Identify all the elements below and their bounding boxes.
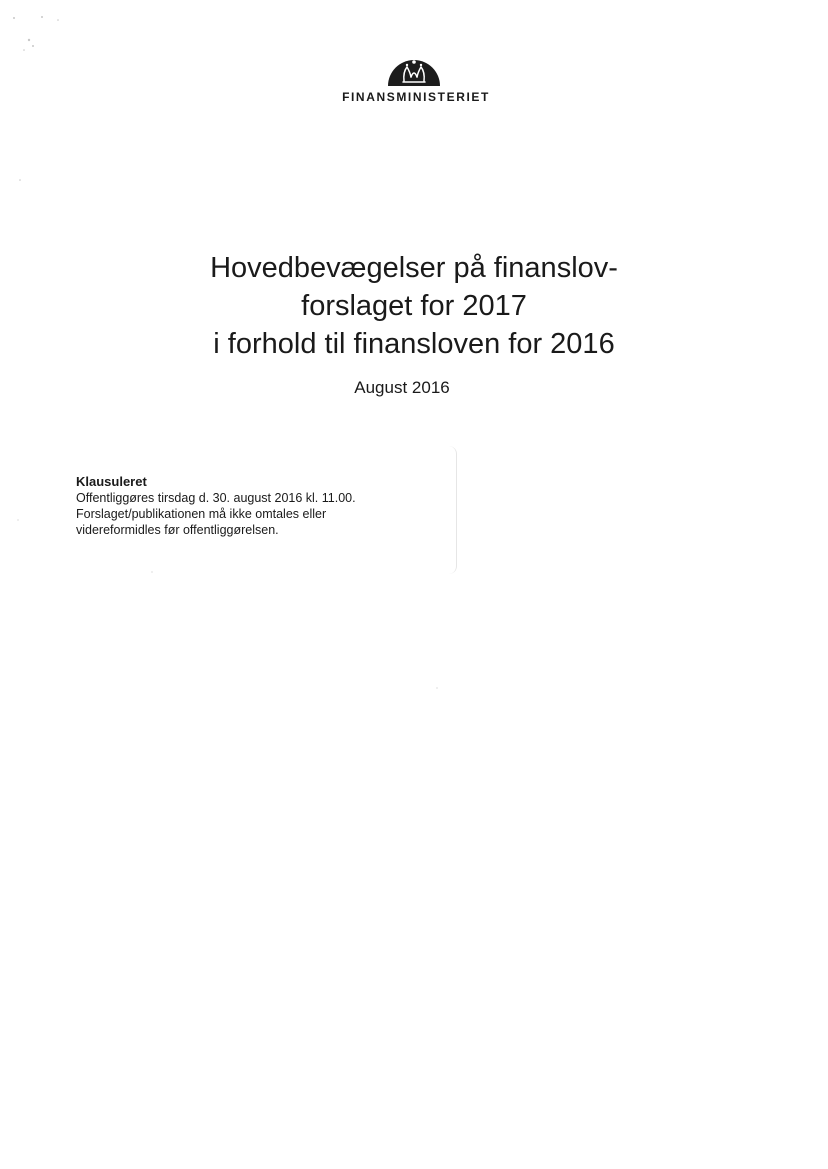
notice-line: Forslaget/publikationen må ikke omtales eller <box>76 507 327 521</box>
publication-date: August 2016 <box>354 378 450 397</box>
notice-line: Offentliggøres tirsdag d. 30. august 2016 kl. 11.00. <box>76 491 356 505</box>
crown-emblem-icon <box>384 52 444 88</box>
ministry-name: FINANSMINISTERIET <box>342 90 490 104</box>
title-line: Hovedbevægelser på finanslov- <box>210 252 618 284</box>
notice-line: videreformidles før offentliggørelsen. <box>76 523 279 537</box>
ministry-logo <box>0 52 828 104</box>
embargo-notice <box>76 474 436 538</box>
document-title <box>0 249 828 363</box>
title-line: i forhold til finansloven for 2016 <box>213 328 615 360</box>
notice-heading: Klausuleret <box>76 474 147 489</box>
title-line: forslaget for 2017 <box>301 290 527 322</box>
